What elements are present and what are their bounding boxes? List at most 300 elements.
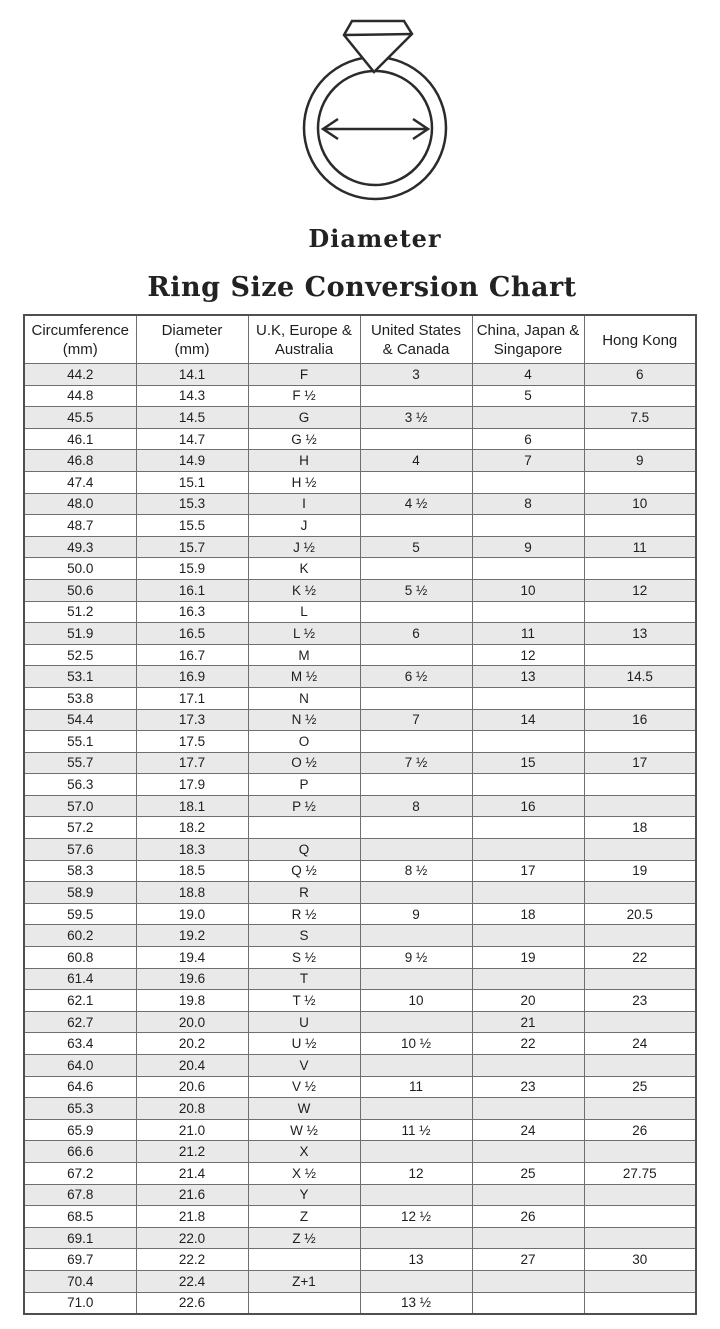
table-cell: 19.4 bbox=[136, 947, 248, 969]
table-cell bbox=[360, 385, 472, 407]
table-cell: 59.5 bbox=[24, 903, 136, 925]
table-cell bbox=[584, 428, 696, 450]
table-row bbox=[24, 990, 696, 1012]
table-cell: 9 bbox=[360, 903, 472, 925]
table-cell: 69.1 bbox=[24, 1227, 136, 1249]
table-cell: 14.5 bbox=[136, 407, 248, 429]
table-cell: 13 bbox=[360, 1249, 472, 1271]
table-cell bbox=[584, 731, 696, 753]
table-row bbox=[24, 1227, 696, 1249]
table-cell bbox=[584, 1011, 696, 1033]
table-row bbox=[24, 385, 696, 407]
table-cell: J ½ bbox=[248, 536, 360, 558]
table-cell bbox=[472, 515, 584, 537]
table-cell bbox=[360, 1141, 472, 1163]
table-row bbox=[24, 839, 696, 861]
table-cell: L ½ bbox=[248, 623, 360, 645]
table-cell: 19.2 bbox=[136, 925, 248, 947]
table-row bbox=[24, 1055, 696, 1077]
table-cell: 12 ½ bbox=[360, 1206, 472, 1228]
table-cell: 19 bbox=[584, 860, 696, 882]
table-cell bbox=[584, 687, 696, 709]
table-cell: 27.75 bbox=[584, 1162, 696, 1184]
table-cell bbox=[472, 968, 584, 990]
table-cell: 4 bbox=[472, 364, 584, 386]
table-cell: 20.4 bbox=[136, 1055, 248, 1077]
table-cell: 11 bbox=[584, 536, 696, 558]
table-cell: 12 bbox=[472, 644, 584, 666]
table-cell: O ½ bbox=[248, 752, 360, 774]
table-cell bbox=[248, 1292, 360, 1314]
table-row bbox=[24, 1076, 696, 1098]
table-cell bbox=[360, 1098, 472, 1120]
table-cell: S ½ bbox=[248, 947, 360, 969]
table-cell bbox=[584, 471, 696, 493]
table-cell bbox=[360, 1055, 472, 1077]
table-cell: 54.4 bbox=[24, 709, 136, 731]
table-cell bbox=[472, 558, 584, 580]
table-row bbox=[24, 968, 696, 990]
table-cell: U bbox=[248, 1011, 360, 1033]
table-cell bbox=[584, 601, 696, 623]
table-cell bbox=[472, 687, 584, 709]
table-cell bbox=[360, 1011, 472, 1033]
table-cell: 65.9 bbox=[24, 1119, 136, 1141]
table-cell: 10 bbox=[472, 579, 584, 601]
table-cell: F bbox=[248, 364, 360, 386]
ring-diameter-illustration bbox=[295, 8, 455, 208]
table-cell: 62.1 bbox=[24, 990, 136, 1012]
table-cell bbox=[584, 1098, 696, 1120]
table-cell: 16.7 bbox=[136, 644, 248, 666]
column-header: United States & Canada bbox=[360, 315, 472, 364]
table-cell: 44.2 bbox=[24, 364, 136, 386]
table-cell bbox=[360, 817, 472, 839]
table-cell: 15 bbox=[472, 752, 584, 774]
table-cell: N ½ bbox=[248, 709, 360, 731]
table-cell: 16.5 bbox=[136, 623, 248, 645]
table-cell: 25 bbox=[472, 1162, 584, 1184]
table-cell bbox=[472, 1227, 584, 1249]
table-cell: G bbox=[248, 407, 360, 429]
table-cell bbox=[360, 882, 472, 904]
table-cell: 9 bbox=[472, 536, 584, 558]
table-cell: 7 ½ bbox=[360, 752, 472, 774]
table-cell: 63.4 bbox=[24, 1033, 136, 1055]
table-cell: 17.9 bbox=[136, 774, 248, 796]
table-cell bbox=[360, 1184, 472, 1206]
table-cell: F ½ bbox=[248, 385, 360, 407]
table-cell: 3 ½ bbox=[360, 407, 472, 429]
table-cell: 27 bbox=[472, 1249, 584, 1271]
table-cell: 61.4 bbox=[24, 968, 136, 990]
table-cell: 22 bbox=[584, 947, 696, 969]
table-cell bbox=[584, 644, 696, 666]
table-cell bbox=[584, 385, 696, 407]
table-cell: J bbox=[248, 515, 360, 537]
table-cell: 70.4 bbox=[24, 1270, 136, 1292]
table-cell: Q bbox=[248, 839, 360, 861]
table-row bbox=[24, 1206, 696, 1228]
table-cell: 24 bbox=[472, 1119, 584, 1141]
table-row bbox=[24, 471, 696, 493]
table-row bbox=[24, 774, 696, 796]
table-cell: 16.1 bbox=[136, 579, 248, 601]
table-cell: 5 ½ bbox=[360, 579, 472, 601]
table-cell bbox=[472, 1141, 584, 1163]
table-cell: O bbox=[248, 731, 360, 753]
table-cell: 64.0 bbox=[24, 1055, 136, 1077]
table-cell: 16 bbox=[584, 709, 696, 731]
table-row bbox=[24, 666, 696, 688]
table-row bbox=[24, 1270, 696, 1292]
table-cell: 18.8 bbox=[136, 882, 248, 904]
table-cell: 26 bbox=[584, 1119, 696, 1141]
table-cell bbox=[360, 644, 472, 666]
table-row bbox=[24, 882, 696, 904]
column-header: Circumference (mm) bbox=[24, 315, 136, 364]
table-cell: 3 bbox=[360, 364, 472, 386]
table-cell: R ½ bbox=[248, 903, 360, 925]
table-cell bbox=[472, 774, 584, 796]
column-header: Diameter (mm) bbox=[136, 315, 248, 364]
table-row bbox=[24, 536, 696, 558]
table-cell: 44.8 bbox=[24, 385, 136, 407]
table-row bbox=[24, 579, 696, 601]
table-cell: 14 bbox=[472, 709, 584, 731]
table-cell bbox=[584, 968, 696, 990]
table-cell: 6 bbox=[584, 364, 696, 386]
table-cell: 23 bbox=[584, 990, 696, 1012]
table-row bbox=[24, 731, 696, 753]
table-row bbox=[24, 1119, 696, 1141]
table-cell: Y bbox=[248, 1184, 360, 1206]
table-cell bbox=[472, 1270, 584, 1292]
table-cell: 8 bbox=[472, 493, 584, 515]
table-cell: 19.6 bbox=[136, 968, 248, 990]
table-cell: 13 bbox=[584, 623, 696, 645]
table-row bbox=[24, 1184, 696, 1206]
table-cell: M bbox=[248, 644, 360, 666]
table-cell: 18.2 bbox=[136, 817, 248, 839]
table-cell: 9 ½ bbox=[360, 947, 472, 969]
table-row bbox=[24, 1249, 696, 1271]
table-cell: 64.6 bbox=[24, 1076, 136, 1098]
table-cell: 47.4 bbox=[24, 471, 136, 493]
table-cell: 49.3 bbox=[24, 536, 136, 558]
table-row bbox=[24, 450, 696, 472]
table-cell: 22.0 bbox=[136, 1227, 248, 1249]
table-cell: T bbox=[248, 968, 360, 990]
table-cell: 11 ½ bbox=[360, 1119, 472, 1141]
table-row bbox=[24, 860, 696, 882]
table-row bbox=[24, 925, 696, 947]
table-row bbox=[24, 623, 696, 645]
table-body bbox=[24, 364, 696, 1315]
column-header: U.K, Europe & Australia bbox=[248, 315, 360, 364]
table-cell bbox=[472, 882, 584, 904]
table-cell: 23 bbox=[472, 1076, 584, 1098]
table-cell: 60.8 bbox=[24, 947, 136, 969]
table-cell: 6 bbox=[360, 623, 472, 645]
table-cell: V ½ bbox=[248, 1076, 360, 1098]
table-cell bbox=[472, 925, 584, 947]
table-cell: Z+1 bbox=[248, 1270, 360, 1292]
table-cell: 20.2 bbox=[136, 1033, 248, 1055]
table-cell: 15.5 bbox=[136, 515, 248, 537]
table-cell bbox=[584, 795, 696, 817]
table-cell: S bbox=[248, 925, 360, 947]
table-cell: 15.9 bbox=[136, 558, 248, 580]
table-cell: K bbox=[248, 558, 360, 580]
header-row bbox=[24, 315, 696, 364]
table-cell: 17.3 bbox=[136, 709, 248, 731]
table-cell: W ½ bbox=[248, 1119, 360, 1141]
table-cell: G ½ bbox=[248, 428, 360, 450]
table-cell: Z bbox=[248, 1206, 360, 1228]
table-cell bbox=[584, 558, 696, 580]
table-cell: 17.1 bbox=[136, 687, 248, 709]
table-cell: 8 ½ bbox=[360, 860, 472, 882]
table-row bbox=[24, 947, 696, 969]
table-cell: Z ½ bbox=[248, 1227, 360, 1249]
table-cell: 51.2 bbox=[24, 601, 136, 623]
table-cell: V bbox=[248, 1055, 360, 1077]
table-cell: H ½ bbox=[248, 471, 360, 493]
table-cell: 20.0 bbox=[136, 1011, 248, 1033]
table-cell: 22 bbox=[472, 1033, 584, 1055]
table-cell: Q ½ bbox=[248, 860, 360, 882]
table-cell: 67.8 bbox=[24, 1184, 136, 1206]
table-cell: 14.1 bbox=[136, 364, 248, 386]
table-cell: 4 ½ bbox=[360, 493, 472, 515]
table-cell: 14.9 bbox=[136, 450, 248, 472]
table-cell: 19 bbox=[472, 947, 584, 969]
table-cell: 57.0 bbox=[24, 795, 136, 817]
table-cell: 45.5 bbox=[24, 407, 136, 429]
table-cell: 19.0 bbox=[136, 903, 248, 925]
table-cell bbox=[584, 925, 696, 947]
table-cell: U ½ bbox=[248, 1033, 360, 1055]
table-row bbox=[24, 428, 696, 450]
table-cell bbox=[360, 731, 472, 753]
table-cell: H bbox=[248, 450, 360, 472]
table-row bbox=[24, 687, 696, 709]
table-cell bbox=[584, 839, 696, 861]
table-cell bbox=[248, 1249, 360, 1271]
table-row bbox=[24, 1033, 696, 1055]
table-cell bbox=[472, 1292, 584, 1314]
diameter-label: Diameter bbox=[308, 224, 442, 253]
table-cell: 21.0 bbox=[136, 1119, 248, 1141]
table-cell: 18 bbox=[472, 903, 584, 925]
table-cell: 50.6 bbox=[24, 579, 136, 601]
table-cell: 52.5 bbox=[24, 644, 136, 666]
table-cell bbox=[584, 1141, 696, 1163]
page-title: Ring Size Conversion Chart bbox=[147, 272, 577, 303]
table-cell: 22.4 bbox=[136, 1270, 248, 1292]
table-cell bbox=[360, 1227, 472, 1249]
table-cell bbox=[584, 1270, 696, 1292]
table-cell: 18.1 bbox=[136, 795, 248, 817]
table-cell: 62.7 bbox=[24, 1011, 136, 1033]
table-cell: 53.1 bbox=[24, 666, 136, 688]
table-cell: 22.6 bbox=[136, 1292, 248, 1314]
table-cell bbox=[248, 817, 360, 839]
column-header: China, Japan & Singapore bbox=[472, 315, 584, 364]
table-cell: 69.7 bbox=[24, 1249, 136, 1271]
table-cell bbox=[472, 839, 584, 861]
table-row bbox=[24, 493, 696, 515]
table-cell: 20.5 bbox=[584, 903, 696, 925]
table-header bbox=[24, 315, 696, 364]
table-cell: 7 bbox=[472, 450, 584, 472]
table-cell: 48.0 bbox=[24, 493, 136, 515]
table-cell: 65.3 bbox=[24, 1098, 136, 1120]
table-cell: 17.5 bbox=[136, 731, 248, 753]
table-cell bbox=[360, 925, 472, 947]
table-cell: 48.7 bbox=[24, 515, 136, 537]
table-cell: 20.8 bbox=[136, 1098, 248, 1120]
table-row bbox=[24, 1141, 696, 1163]
table-cell bbox=[584, 1055, 696, 1077]
table-cell: 5 bbox=[360, 536, 472, 558]
table-cell: 26 bbox=[472, 1206, 584, 1228]
table-cell: P ½ bbox=[248, 795, 360, 817]
table-cell: 7 bbox=[360, 709, 472, 731]
table-cell: 17 bbox=[472, 860, 584, 882]
table-cell: 71.0 bbox=[24, 1292, 136, 1314]
table-cell bbox=[472, 1055, 584, 1077]
table-cell: 66.6 bbox=[24, 1141, 136, 1163]
table-cell: 16.9 bbox=[136, 666, 248, 688]
table-cell bbox=[472, 1098, 584, 1120]
table-cell: 21.8 bbox=[136, 1206, 248, 1228]
table-cell bbox=[360, 1270, 472, 1292]
table-cell: 15.3 bbox=[136, 493, 248, 515]
table-cell: 21.6 bbox=[136, 1184, 248, 1206]
table-cell: 17.7 bbox=[136, 752, 248, 774]
table-row bbox=[24, 558, 696, 580]
table-cell bbox=[584, 1227, 696, 1249]
table-row bbox=[24, 1292, 696, 1314]
table-cell: 11 bbox=[360, 1076, 472, 1098]
table-cell: 11 bbox=[472, 623, 584, 645]
table-cell: 14.7 bbox=[136, 428, 248, 450]
table-cell: 18.3 bbox=[136, 839, 248, 861]
table-cell bbox=[360, 839, 472, 861]
table-cell: 25 bbox=[584, 1076, 696, 1098]
table-cell: 58.9 bbox=[24, 882, 136, 904]
table-cell: 15.7 bbox=[136, 536, 248, 558]
table-cell bbox=[584, 882, 696, 904]
table-row bbox=[24, 601, 696, 623]
table-row bbox=[24, 644, 696, 666]
table-row bbox=[24, 364, 696, 386]
table-cell: 24 bbox=[584, 1033, 696, 1055]
table-cell: 14.3 bbox=[136, 385, 248, 407]
table-cell: 19.8 bbox=[136, 990, 248, 1012]
table-cell bbox=[360, 774, 472, 796]
table-cell: 58.3 bbox=[24, 860, 136, 882]
table-cell: 18.5 bbox=[136, 860, 248, 882]
table-cell bbox=[584, 1184, 696, 1206]
table-row bbox=[24, 903, 696, 925]
table-cell: 18 bbox=[584, 817, 696, 839]
table-row bbox=[24, 1162, 696, 1184]
table-cell: 57.2 bbox=[24, 817, 136, 839]
table-row bbox=[24, 709, 696, 731]
table-cell: K ½ bbox=[248, 579, 360, 601]
table-cell bbox=[584, 515, 696, 537]
table-cell: I bbox=[248, 493, 360, 515]
table-cell: L bbox=[248, 601, 360, 623]
table-cell: 4 bbox=[360, 450, 472, 472]
table-row bbox=[24, 407, 696, 429]
table-cell bbox=[360, 968, 472, 990]
table-cell bbox=[360, 558, 472, 580]
table-cell: 20 bbox=[472, 990, 584, 1012]
table-cell: 57.6 bbox=[24, 839, 136, 861]
table-cell: 17 bbox=[584, 752, 696, 774]
table-cell bbox=[472, 1184, 584, 1206]
table-cell bbox=[360, 601, 472, 623]
table-cell: 50.0 bbox=[24, 558, 136, 580]
table-cell: 7.5 bbox=[584, 407, 696, 429]
table-cell: 13 bbox=[472, 666, 584, 688]
table-cell bbox=[472, 731, 584, 753]
table-cell: 30 bbox=[584, 1249, 696, 1271]
table-cell: M ½ bbox=[248, 666, 360, 688]
table-row bbox=[24, 817, 696, 839]
table-cell bbox=[584, 774, 696, 796]
table-cell: 10 bbox=[360, 990, 472, 1012]
table-cell bbox=[584, 1292, 696, 1314]
table-cell: 55.7 bbox=[24, 752, 136, 774]
table-cell: 5 bbox=[472, 385, 584, 407]
table-cell: 46.8 bbox=[24, 450, 136, 472]
table-cell: 22.2 bbox=[136, 1249, 248, 1271]
table-row bbox=[24, 1011, 696, 1033]
table-cell: 6 bbox=[472, 428, 584, 450]
table-cell bbox=[360, 515, 472, 537]
table-cell: 53.8 bbox=[24, 687, 136, 709]
table-cell: 8 bbox=[360, 795, 472, 817]
conversion-table bbox=[23, 314, 697, 1315]
table-cell: N bbox=[248, 687, 360, 709]
table-cell: 56.3 bbox=[24, 774, 136, 796]
table-cell: X bbox=[248, 1141, 360, 1163]
table-cell: 10 ½ bbox=[360, 1033, 472, 1055]
table-cell bbox=[360, 428, 472, 450]
table-cell: 16.3 bbox=[136, 601, 248, 623]
table-cell: 12 bbox=[360, 1162, 472, 1184]
table-cell bbox=[360, 687, 472, 709]
table-cell: P bbox=[248, 774, 360, 796]
table-cell: 55.1 bbox=[24, 731, 136, 753]
table-cell: R bbox=[248, 882, 360, 904]
table-cell bbox=[472, 471, 584, 493]
table-cell bbox=[472, 601, 584, 623]
table-cell: 60.2 bbox=[24, 925, 136, 947]
table-cell: 15.1 bbox=[136, 471, 248, 493]
table-cell: 21.2 bbox=[136, 1141, 248, 1163]
table-cell: W bbox=[248, 1098, 360, 1120]
table-cell: 13 ½ bbox=[360, 1292, 472, 1314]
table-cell: 21 bbox=[472, 1011, 584, 1033]
table-cell: 12 bbox=[584, 579, 696, 601]
table-cell: 9 bbox=[584, 450, 696, 472]
